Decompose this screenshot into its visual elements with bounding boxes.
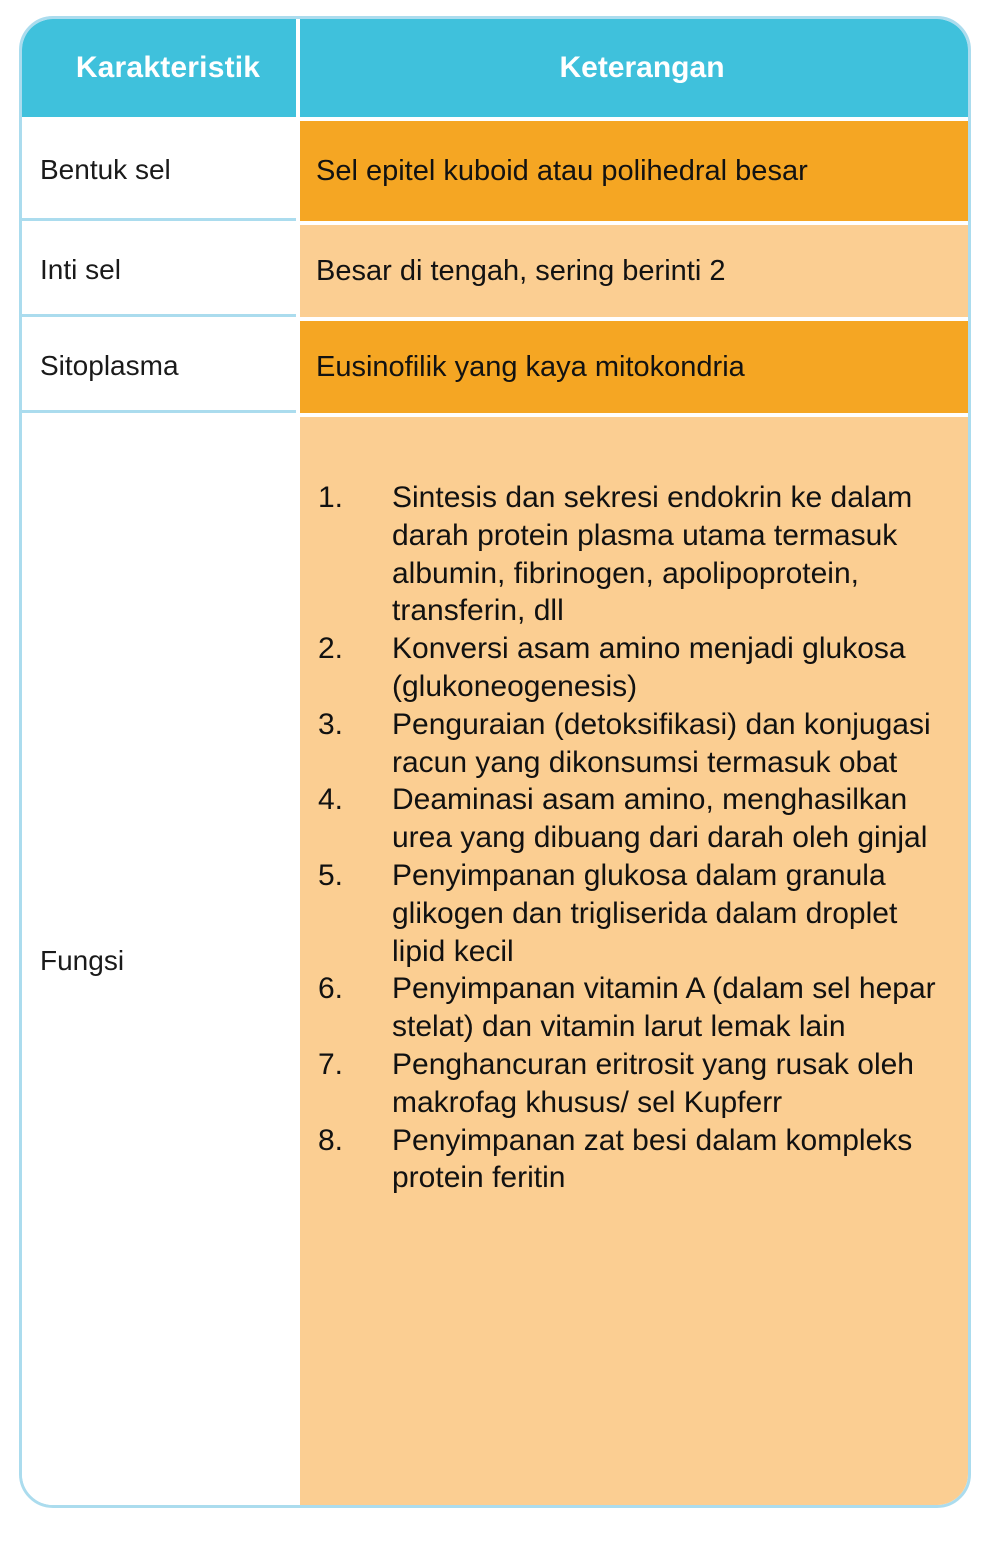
fungsi-list — [300, 417, 968, 1197]
header-cell-characteristic — [22, 19, 296, 117]
row-key-inti-sel — [22, 225, 296, 317]
list-item-text: Penyimpanan vitamin A (dalam sel hepar stelat) dan vitamin larut lemak lain — [392, 972, 936, 1044]
list-item-number: 4. — [318, 783, 344, 817]
table-header-row — [22, 19, 968, 117]
list-item — [318, 1122, 958, 1198]
list-item-number: 3. — [318, 707, 344, 741]
list-item-number: 8. — [318, 1123, 344, 1157]
list-item — [318, 970, 958, 1046]
row-value-label: Besar di tengah, sering berinti 2 — [316, 254, 726, 287]
list-item-text: Sintesis dan sekresi endokrin ke dalam darah protein plasma utama termasuk albumin, fibrinogen, apolipoprotein, transferin, dll — [392, 481, 913, 628]
row-key-label: Fungsi — [40, 945, 125, 976]
table-row — [22, 321, 968, 413]
list-item-text: Deaminasi asam amino, menghasilkan urea yang dibuang dari darah oleh ginjal — [392, 783, 928, 855]
table-row — [22, 121, 968, 221]
row-value-fungsi — [300, 417, 968, 1505]
list-item-number: 1. — [318, 481, 344, 514]
list-item — [318, 1046, 958, 1122]
row-key-label: Inti sel — [40, 253, 121, 285]
list-item-text: Penyimpanan zat besi dalam kompleks protein feritin — [392, 1123, 913, 1195]
list-item-number: 5. — [318, 858, 344, 892]
list-item — [318, 479, 958, 630]
row-value-bentuk-sel — [300, 121, 968, 221]
header-label-description: Keterangan — [559, 51, 725, 84]
list-item — [318, 706, 958, 782]
list-item-number: 2. — [318, 632, 344, 666]
row-key-fungsi — [22, 417, 296, 1505]
row-value-label: Sel epitel kuboid atau polihedral besar — [316, 154, 808, 187]
row-value-inti-sel — [300, 225, 968, 317]
list-item-text: Penguraian (detoksifikasi) dan konjugasi racun yang dikonsumsi termasuk obat — [392, 707, 931, 779]
table-grid — [22, 19, 968, 1505]
header-label-characteristic: Karakteristik — [75, 51, 261, 84]
list-item — [318, 630, 958, 706]
header-cell-description — [300, 19, 968, 117]
table-row — [22, 225, 968, 317]
list-item-number: 7. — [318, 1047, 344, 1081]
row-value-sitoplasma — [300, 321, 968, 413]
row-key-sitoplasma — [22, 321, 296, 413]
list-item — [318, 781, 958, 857]
row-key-label: Bentuk sel — [40, 153, 171, 185]
list-item — [318, 857, 958, 970]
list-item-text: Penyimpanan glukosa dalam granula glikogen dan trigliserida dalam droplet lipid kecil — [392, 858, 898, 968]
characteristics-table — [19, 16, 971, 1508]
row-key-label: Sitoplasma — [40, 349, 179, 381]
list-item-text: Penghancuran eritrosit yang rusak oleh makrofag khusus/ sel Kupferr — [392, 1047, 914, 1119]
row-value-label: Eusinofilik yang kaya mitokondria — [316, 350, 745, 383]
list-item-number: 6. — [318, 972, 344, 1006]
table-row-fungsi — [22, 417, 968, 1505]
row-key-bentuk-sel — [22, 121, 296, 221]
list-item-text: Konversi asam amino menjadi glukosa (glukoneogenesis) — [392, 632, 906, 703]
